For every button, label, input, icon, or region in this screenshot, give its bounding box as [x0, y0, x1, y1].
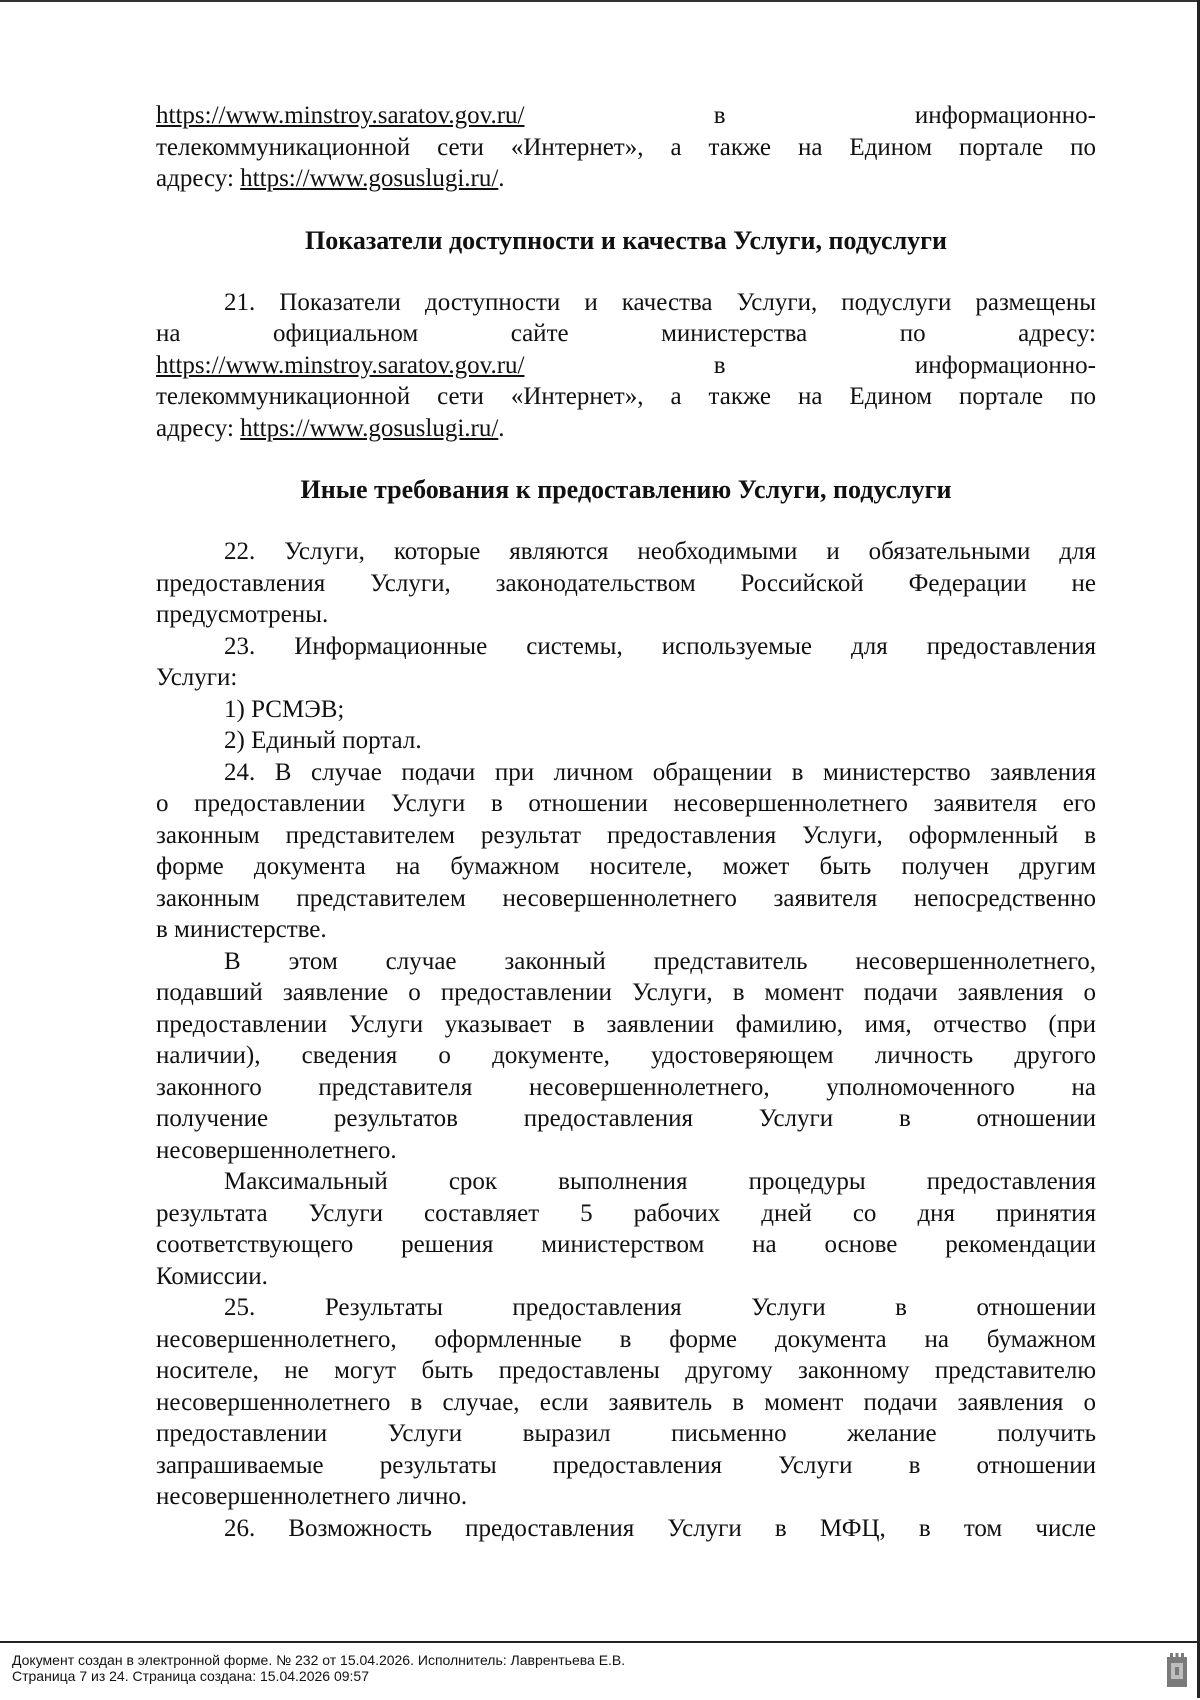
paragraph-line: несовершеннолетнего в случае, если заявитель в момент подачи заявления о [156, 1388, 1096, 1416]
paragraph-line: носителе, не могут быть предоставлены другому законному представителю [156, 1357, 1096, 1384]
paragraph-line: предоставлении Услуги указывает в заявлении фамилию, имя, отчество (при [156, 1010, 1096, 1038]
paragraph-line: запрашиваемые результаты предоставления Услуги в отношении [156, 1451, 1096, 1479]
footer-line-document-info: Документ создан в электронной форме. № 232 от 15.04.2026. Исполнитель: Лаврентьева Е.В. [12, 1652, 626, 1668]
paragraph-line: предоставления Услуги, законодательством Российской Федерации не [156, 569, 1096, 597]
paragraph-21 [156, 287, 1096, 445]
paragraph-line [156, 163, 1096, 195]
paragraph-line: о предоставлении Услуги в отношении несовершеннолетнего заявителя его [156, 790, 1096, 817]
paragraph-line: предоставлении Услуги выразил письменно желание получить [156, 1420, 1096, 1447]
paragraph-line: соответствующего решения министерством на основе рекомендации [156, 1231, 1096, 1258]
paragraph-22 [156, 536, 1096, 631]
paragraph-line: в министерстве. [156, 916, 327, 943]
paragraph-line: несовершеннолетнего. [156, 1136, 397, 1164]
page-border-top [0, 0, 1200, 2]
footer-text [12, 1652, 625, 1684]
line-text: в информационно- [713, 351, 1097, 379]
paragraph-line: Услуги: [156, 664, 238, 691]
list-item: 2) Единый портал. [224, 727, 422, 754]
paragraph-line: законным представителем несовершеннолетнего заявителя непосредственно [156, 884, 1096, 912]
paragraph-line [156, 350, 1096, 382]
paragraph-line: 26. Возможность предоставления Услуги в МФЦ, в том числе [224, 1514, 1096, 1542]
heading-quality: Показатели доступности и качества Услуги, подуслуги [305, 225, 947, 255]
paragraph-line [156, 413, 1096, 445]
line-text: . [498, 414, 505, 442]
paragraph-line: получение результатов предоставления Услуги в отношении [156, 1105, 1096, 1132]
paragraph-line: на официальном сайте министерства по адресу: [156, 320, 1096, 347]
minstroy-link[interactable]: https://www.minstroy.saratov.gov.ru/ [156, 102, 525, 129]
paragraph-line: Максимальный срок выполнения процедуры предоставления [224, 1168, 1096, 1195]
paragraph-intro [156, 100, 1096, 195]
paragraph-line: подавший заявление о предоставлении Услуги, в момент подачи заявления о [156, 979, 1096, 1006]
paragraph-25 [156, 1292, 1096, 1513]
line-text: в информационно- [713, 102, 1097, 129]
paragraph-line: законным представителем результат предоставления Услуги, оформленный в [156, 821, 1096, 849]
line-text: адресу: [156, 165, 241, 192]
paragraph-24-c [156, 1166, 1096, 1292]
document-footer [0, 1641, 1200, 1700]
paragraph-24 [156, 757, 1096, 946]
paragraph-line: несовершеннолетнего лично. [156, 1483, 468, 1510]
paragraph-line: 22. Услуги, которые являются необходимыми и обязательными для [224, 538, 1096, 565]
line-text: адресу: [156, 414, 241, 442]
footer-line-page-info: Страница 7 из 24. Страница создана: 15.04.2026 09:57 [12, 1668, 369, 1684]
heading-other-requirements: Иные требования к предоставлению Услуги, подуслуги [300, 475, 952, 504]
paragraph-line: форме документа на бумажном носителе, может быть получен другим [156, 853, 1096, 880]
paragraph-line: наличии), сведения о документе, удостоверяющем личность другого [156, 1042, 1096, 1069]
line-text: . [498, 165, 505, 192]
paragraph-24-b [156, 946, 1096, 1167]
paragraph-line: В этом случае законный представитель несовершеннолетнего, [224, 947, 1096, 975]
list-item: 1) РСМЭВ; [224, 695, 345, 723]
paragraph-23 [156, 631, 1096, 757]
gosuslugi-link[interactable]: https://www.gosuslugi.ru/ [240, 414, 499, 442]
paragraph-line [156, 100, 1096, 132]
paragraph-line: телекоммуникационной сети «Интернет», а также на Едином портале по [156, 133, 1096, 161]
paragraph-line: предусмотрены. [156, 601, 329, 628]
paragraph-line: результата Услуги составляет 5 рабочих дней со дня принятия [156, 1199, 1096, 1227]
paragraph-line: 23. Информационные системы, используемые для предоставления [224, 632, 1096, 660]
paragraph-line: 24. В случае подачи при личном обращении в министерство заявления [224, 758, 1096, 786]
paragraph-line: Комиссии. [156, 1262, 268, 1290]
paragraph-line: несовершеннолетнего, оформленные в форме документа на бумажном [156, 1325, 1096, 1353]
minstroy-link[interactable]: https://www.minstroy.saratov.gov.ru/ [156, 351, 525, 379]
paragraph-line: 25. Результаты предоставления Услуги в отношении [224, 1294, 1096, 1321]
document-body [156, 100, 1096, 1544]
paragraph-line: 21. Показатели доступности и качества Услуги, подуслуги размещены [224, 288, 1096, 316]
paragraph-26 [156, 1513, 1096, 1545]
paragraph-line: законного представителя несовершеннолетнего, уполномоченного на [156, 1073, 1096, 1101]
coat-of-arms-icon [1166, 1653, 1188, 1689]
paragraph-line: телекоммуникационной сети «Интернет», а также на Едином портале по [156, 383, 1096, 410]
gosuslugi-link[interactable]: https://www.gosuslugi.ru/ [240, 165, 499, 192]
